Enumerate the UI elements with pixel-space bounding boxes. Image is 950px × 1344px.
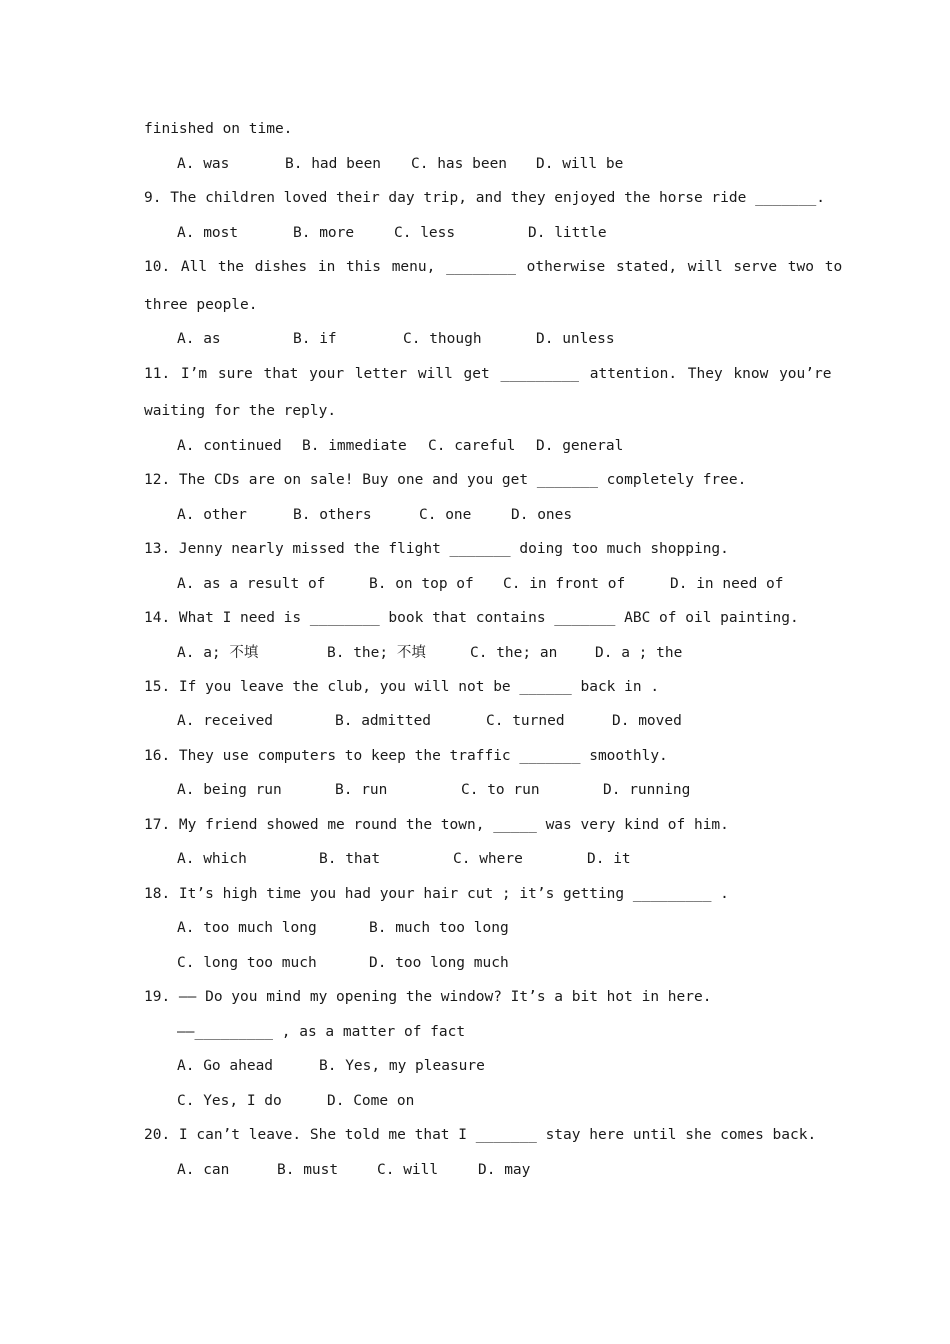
option-d: D. running <box>603 782 691 798</box>
option-c: C. to run <box>461 782 540 798</box>
option-d: D. will be <box>536 156 624 172</box>
question-11-stem: 11. I’m sure that your letter will get _________ attention. They know you’re <box>144 366 832 382</box>
option-b: B. others <box>293 507 372 523</box>
option-a: A. continued <box>177 438 282 454</box>
question-14-stem: 14. What I need is ________ book that contains _______ ABC of oil painting. <box>144 610 799 626</box>
option-c: C. the; an <box>470 645 558 661</box>
option-d: D. may <box>478 1162 531 1178</box>
option-c: C. turned <box>486 713 565 729</box>
question-19-response: ——_________ , as a matter of fact <box>177 1024 466 1040</box>
option-d: D. it <box>587 851 631 867</box>
question-10-continuation: three people. <box>144 297 258 313</box>
question-10-stem: 10. All the dishes in this menu, ________ otherwise stated, will serve two to <box>144 259 843 275</box>
question-20-stem: 20. I can’t leave. She told me that I _______ stay here until she comes back. <box>144 1127 817 1143</box>
question-8-continuation: finished on time. <box>144 121 293 137</box>
question-12-stem: 12. The CDs are on sale! Buy one and you get _______ completely free. <box>144 472 747 488</box>
option-d: D. too long much <box>369 955 509 971</box>
question-9-stem: 9. The children loved their day trip, and they enjoyed the horse ride _______. <box>144 190 825 206</box>
option-a: A. other <box>177 507 247 523</box>
option-c: C. less <box>394 225 456 241</box>
question-11-continuation: waiting for the reply. <box>144 403 337 419</box>
question-17-stem: 17. My friend showed me round the town, _____ was very kind of him. <box>144 817 729 833</box>
option-b: B. if <box>293 331 337 347</box>
option-c: C. Yes, I do <box>177 1093 282 1109</box>
option-c: C. will <box>377 1162 439 1178</box>
option-a: A. being run <box>177 782 282 798</box>
option-b: B. must <box>277 1162 339 1178</box>
option-a: A. a; 不填 <box>177 645 259 661</box>
option-b: B. had been <box>285 156 382 172</box>
option-b: B. more <box>293 225 355 241</box>
option-a: A. was <box>177 156 230 172</box>
question-13-stem: 13. Jenny nearly missed the flight _______ doing too much shopping. <box>144 541 729 557</box>
option-d: D. little <box>528 225 607 241</box>
option-d: D. moved <box>612 713 682 729</box>
option-d: D. general <box>536 438 624 454</box>
option-a: A. as a result of <box>177 576 326 592</box>
option-c: C. has been <box>411 156 508 172</box>
question-15-stem: 15. If you leave the club, you will not be ______ back in . <box>144 679 660 695</box>
option-b: B. Yes, my pleasure <box>319 1058 485 1074</box>
question-19-stem: 19. —— Do you mind my opening the window? It’s a bit hot in here. <box>144 989 712 1005</box>
question-18-stem: 18. It’s high time you had your hair cut ; it’s getting _________ . <box>144 886 729 902</box>
option-a: A. can <box>177 1162 230 1178</box>
option-d: D. Come on <box>327 1093 415 1109</box>
option-a: A. received <box>177 713 274 729</box>
option-b: B. much too long <box>369 920 509 936</box>
option-c: C. in front of <box>503 576 626 592</box>
option-b: B. admitted <box>335 713 432 729</box>
question-16-stem: 16. They use computers to keep the traffic _______ smoothly. <box>144 748 668 764</box>
option-b: B. on top of <box>369 576 474 592</box>
option-b: B. run <box>335 782 388 798</box>
option-a: A. as <box>177 331 221 347</box>
option-c: C. careful <box>428 438 516 454</box>
option-c: C. one <box>419 507 472 523</box>
option-a: A. most <box>177 225 239 241</box>
option-c: C. though <box>403 331 482 347</box>
option-d: D. a ; the <box>595 645 683 661</box>
question-20-options <box>177 1160 697 1260</box>
option-a: A. too much long <box>177 920 317 936</box>
option-c: C. where <box>453 851 523 867</box>
option-a: A. which <box>177 851 247 867</box>
option-a: A. Go ahead <box>177 1058 274 1074</box>
option-d: D. unless <box>536 331 615 347</box>
option-b: B. the; 不填 <box>327 645 426 661</box>
option-d: D. ones <box>511 507 573 523</box>
option-c: C. long too much <box>177 955 317 971</box>
option-b: B. immediate <box>302 438 407 454</box>
option-d: D. in need of <box>670 576 784 592</box>
option-b: B. that <box>319 851 381 867</box>
